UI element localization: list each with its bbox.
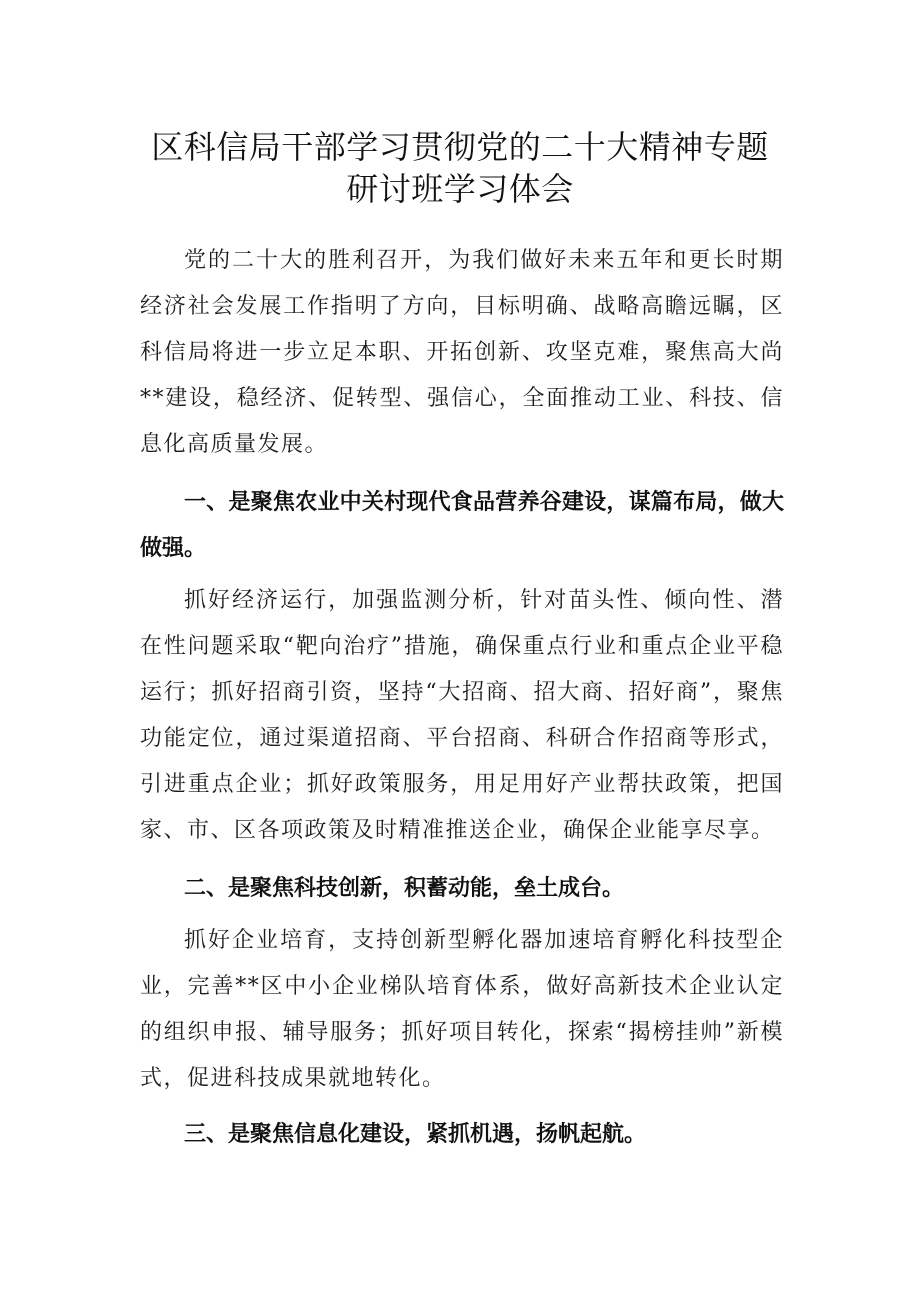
section-1-paragraph: 抓好经济运行，加强监测分析，针对苗头性、倾向性、潜在性问题采取“靶向治疗”措施，确保重点行业和重点企业平稳运行；抓好招商引资，坚持“大招商、招大商、招好商”，聚焦功能定位，通过渠道招商、平台招商、科研合作招商等形式，引进重点企业；抓好政策服务，用足用好产业帮扶政策，把国家、市、区各项政策及时精准推送企业，确保企业能享尽享。 bbox=[140, 588, 784, 843]
document-title: 区科信局干部学习贯彻党的二十大精神专题研讨班学习体会 bbox=[151, 128, 769, 208]
section-2-heading: 二、是聚焦科技创新，积蓄动能，垒土成台。 bbox=[184, 876, 625, 901]
intro-paragraph: 党的二十大的胜利召开，为我们做好未来五年和更长时期经济社会发展工作指明了方向，目标明确、战略高瞻远瞩，区科信局将进一步立足本职、开拓创新、攻坚克难，聚焦高大尚**建设，稳经济、促转型、强信心，全面推动工业、科技、信息化高质量发展。 bbox=[140, 248, 784, 457]
section-2-paragraph: 抓好企业培育，支持创新型孵化器加速培育孵化科技型企业，完善**区中小企业梯队培育体系，做好高新技术企业认定的组织申报、辅导服务；抓好项目转化，探索“揭榜挂帅”新模式，促进科技成果就地转化。 bbox=[140, 928, 784, 1091]
section-1-heading: 一、是聚焦农业中关村现代食品营养谷建设，谋篇布局，做大做强。 bbox=[140, 490, 784, 561]
section-3-heading: 三、是聚焦信息化建设，紧抓机遇，扬帆起航。 bbox=[184, 1122, 647, 1147]
